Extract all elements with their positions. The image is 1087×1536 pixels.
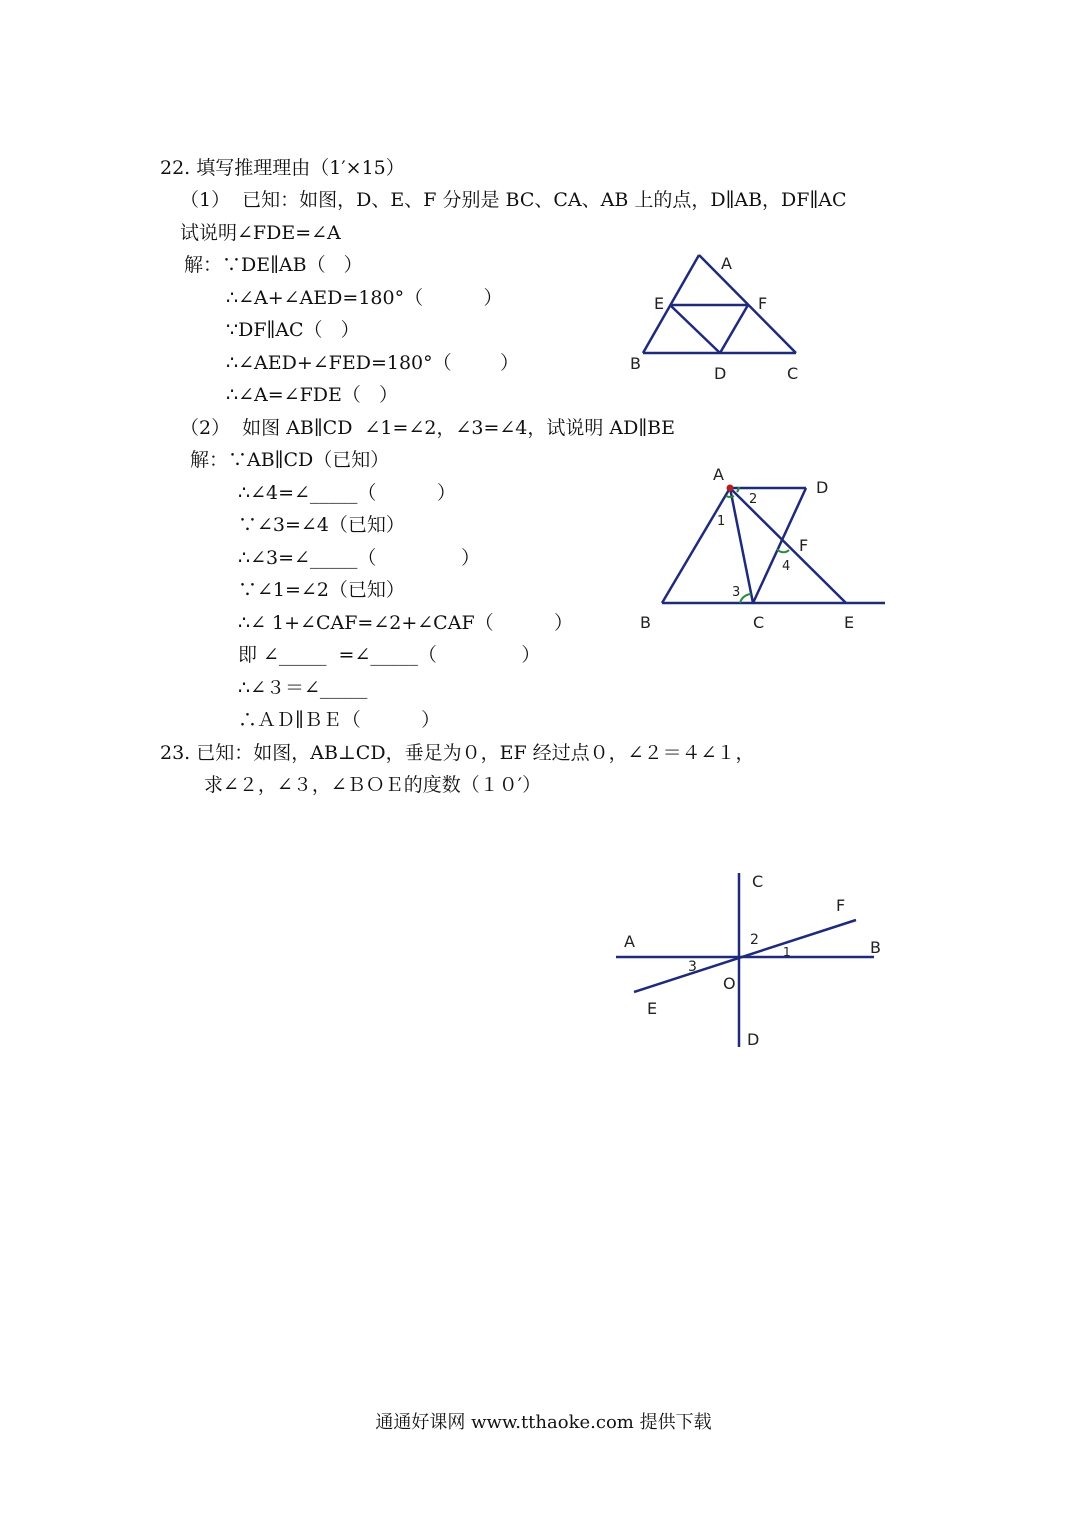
q22-part1-step: ∴∠A+∠AED=180°（ ） bbox=[226, 287, 503, 309]
figure-perpendicular-ab-cd bbox=[610, 865, 895, 1055]
label-b: B bbox=[870, 938, 881, 957]
label-a: A bbox=[624, 932, 635, 951]
label-f: F bbox=[799, 536, 809, 555]
q22-part2-step: ∴∠3=∠_____（ ） bbox=[238, 547, 480, 569]
label-c: C bbox=[787, 364, 799, 383]
angle-1-label: 1 bbox=[717, 514, 726, 529]
label-b: B bbox=[630, 354, 641, 373]
q22-part2-step: ∴ＡＤ∥ＢＥ（ ） bbox=[238, 709, 441, 731]
q22-part1-step: ∴∠AED+∠FED=180°（ ） bbox=[226, 352, 519, 374]
q22-part2-step: 解：∵AB∥CD（已知） bbox=[190, 449, 390, 471]
q23-line2: 求∠２，∠３，∠ＢＯＥ的度数（１０′） bbox=[204, 774, 542, 796]
q22-part2-step: ∴∠ 1+∠CAF=∠2+∠CAF（ ） bbox=[238, 612, 574, 634]
q22-part1-step: ∴∠A=∠FDE（ ） bbox=[226, 384, 398, 406]
angle-2-label: 2 bbox=[750, 932, 759, 948]
label-e: E bbox=[647, 999, 658, 1018]
q22-part2-step: 即 ∠_____ =∠_____（ ） bbox=[238, 644, 541, 666]
label-c: C bbox=[753, 613, 765, 632]
q22-part1-stem: （1） 已知：如图，D、E、F 分别是 BC、CA、AB 上的点，D∥AB，DF∥AC bbox=[180, 189, 847, 211]
label-b: B bbox=[640, 613, 651, 632]
angle-3-label: 3 bbox=[688, 959, 697, 975]
q22-part1-step: 解：∵DE∥AB（ ） bbox=[184, 254, 363, 276]
label-f: F bbox=[836, 896, 846, 915]
label-e: E bbox=[844, 613, 855, 632]
angle-1-label: 1 bbox=[783, 945, 791, 959]
q22-part2-stem: （2） 如图 AB∥CD ∠1=∠2，∠3=∠4，试说明 AD∥BE bbox=[180, 417, 675, 439]
q22-part2-step: ∴∠4=∠_____（ ） bbox=[238, 482, 456, 504]
label-a: A bbox=[713, 465, 724, 484]
label-d: D bbox=[714, 364, 727, 383]
angle-4-label: 4 bbox=[782, 559, 791, 574]
angle-2-label: 2 bbox=[749, 492, 758, 507]
label-e: E bbox=[654, 294, 665, 313]
q22-part2-step: ∵∠3=∠4（已知） bbox=[238, 514, 405, 536]
label-c: C bbox=[752, 872, 764, 891]
figure-parallel-ab-cd bbox=[630, 462, 890, 637]
q23-line1: 23. 已知：如图，AB⊥CD，垂足为０，EF 经过点０，∠２＝４∠１， bbox=[160, 742, 755, 764]
page-footer: 通通好课网 www.tthaoke.com 提供下载 bbox=[375, 1412, 712, 1433]
q22-part1-step: ∵DF∥AC（ ） bbox=[226, 319, 360, 341]
q22-part1-goal: 试说明∠FDE=∠A bbox=[180, 222, 341, 244]
label-a: A bbox=[721, 254, 732, 273]
q22-part2-step: ∵∠1=∠2（已知） bbox=[238, 579, 405, 601]
label-d: D bbox=[816, 478, 829, 497]
q22-title: 22. 填写推理理由（1′×15） bbox=[160, 157, 405, 179]
angle-3-label: 3 bbox=[732, 585, 741, 600]
label-f: F bbox=[758, 294, 768, 313]
q22-part2-step: ∴∠３＝∠_____ bbox=[238, 677, 368, 699]
label-d: D bbox=[747, 1030, 760, 1049]
label-o: O bbox=[723, 974, 736, 993]
figure-triangle-abc bbox=[620, 245, 820, 390]
